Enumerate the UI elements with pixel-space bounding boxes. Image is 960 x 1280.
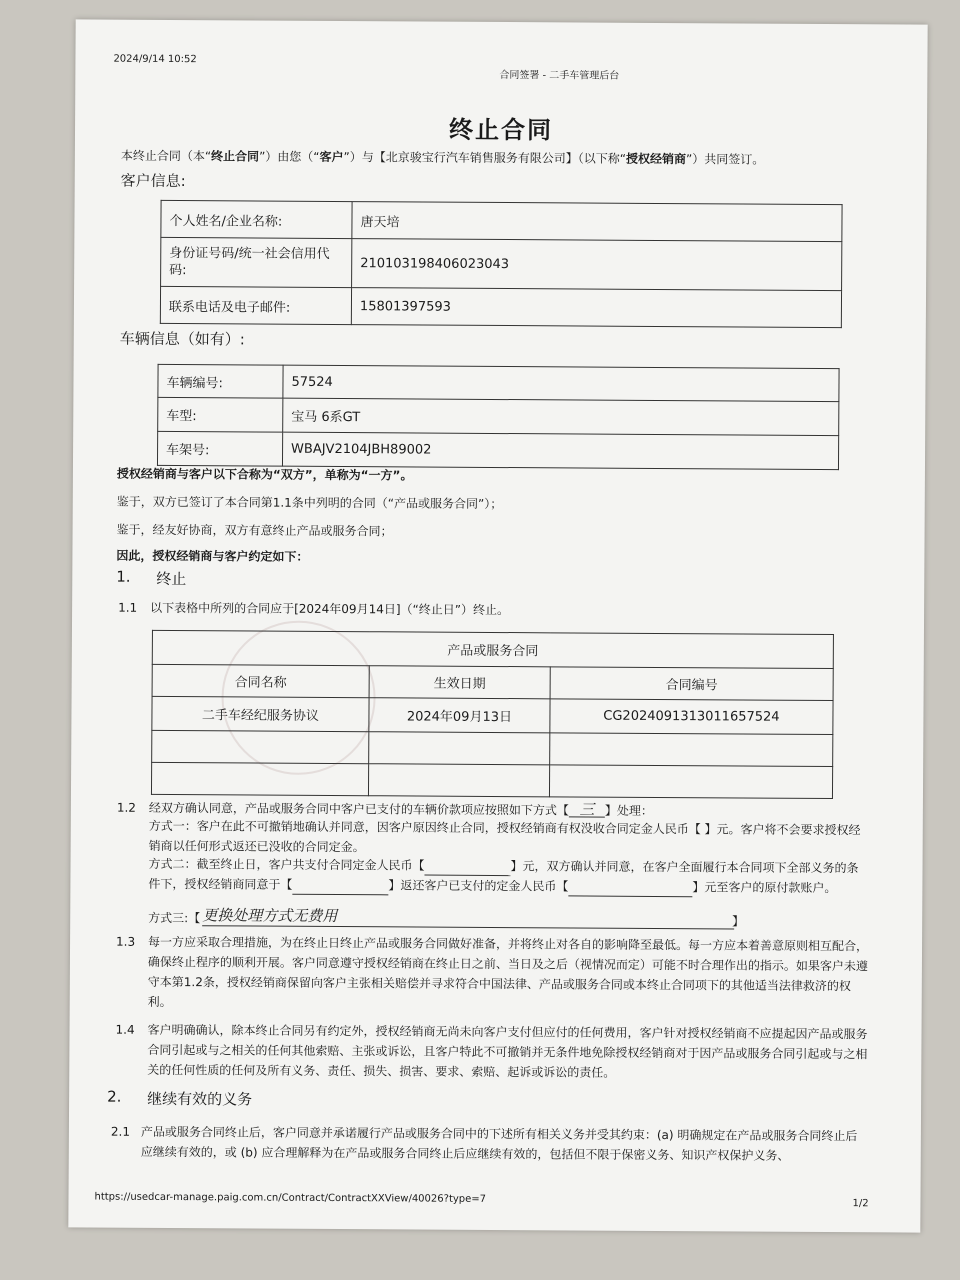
vehicle-value: WBAJV2104JBH89002	[282, 432, 838, 469]
table-row	[151, 762, 832, 798]
table-cell	[549, 765, 832, 799]
vehicle-value: 57524	[283, 365, 839, 401]
recital-whereas-2: 鉴于，经友好协商，双方有意终止产品或服务合同；	[116, 522, 393, 539]
clause-1-2-number: 1.2	[116, 800, 137, 815]
table-caption-row	[152, 630, 833, 668]
table-header-row	[152, 664, 833, 700]
contract-table-caption: 产品或服务合同	[152, 630, 833, 668]
contract-table	[151, 630, 834, 799]
section2-number: 2.	[107, 1087, 122, 1106]
document-title: 终止合同	[448, 115, 554, 145]
footer-url: https://usedcar-manage.paig.com.cn/Contract/ContractXXView/40026?type=7	[94, 1191, 487, 1205]
customer-label: 联系电话及电子邮件:	[160, 286, 351, 324]
clause-2-1-number: 2.1	[110, 1124, 131, 1139]
table-cell	[550, 733, 833, 767]
refund-amount-blank	[568, 895, 692, 897]
customer-heading: 客户信息:	[120, 171, 186, 191]
site-title: 合同签署 - 二手车管理后台	[499, 69, 620, 82]
method-three-label: 方式三:【	[148, 910, 201, 926]
clause-1-1-text: 以下表格中所列的合同应于[2024年09月14日]（“终止日”）终止。	[150, 600, 510, 618]
method-one: 方式一：客户在此不可撤销地确认并同意，因客户原因终止合同，授权经销商有权没收合同定金人民币【 】元。客户将不会要求授权经销商以任何形式返还已没收的合同定金。	[148, 818, 861, 855]
column-header: 合同编号	[550, 667, 833, 701]
method-three-handwriting: 更换处理方式无费用	[202, 904, 734, 929]
method-two: 方式二：截至终止日，客户共支付合同定金人民币【 】元，双方确认并同意，在客户全面履行本合同项下全部义务的条件下，授权经销商同意于【 】返还客户已支付的定金人民币【 】元至客户的原付款账户。	[148, 854, 870, 898]
vehicle-value: 宝马 6系GT	[283, 398, 839, 435]
table-row	[161, 237, 842, 290]
table-row	[160, 286, 841, 327]
customer-value: 唐天培	[352, 202, 842, 242]
clause-1-3-number: 1.3	[116, 934, 136, 949]
table-row	[152, 730, 833, 766]
clause-1-4-number: 1.4	[115, 1022, 135, 1037]
intro-paragraph: 本终止合同（本“终止合同”）由您（“客户”）与【北京骏宝行汽车销售服务有限公司】（以下称“授权经销商”）共同签订。	[120, 148, 765, 167]
recital-parties: 授权经销商与客户以下合称为“双方”，单称为“一方”。	[116, 466, 413, 483]
clause-1-4-text: 客户明确确认，除本终止合同另有约定外，授权经销商无尚未向客户支付但应付的任何费用，客户针对授权经销商不应提起因产品或服务合同引起或与之相关的任何其他索赔、主张或诉讼，且客户特此不可撤销并无条件地免除授权经销商对于因产品或服务合同引起或与之相关的任何性质的任何及所有义务、责任、损失、损害、要求、索赔、起诉或诉讼的责任。	[147, 1022, 868, 1080]
customer-value: 210103198406023043	[352, 239, 842, 291]
table-cell	[152, 730, 369, 763]
section1-number: 1.	[116, 567, 131, 586]
deposit-amount-blank	[424, 875, 510, 877]
document-page	[68, 19, 927, 1232]
refund-date-blank	[292, 894, 388, 896]
table-cell	[151, 762, 368, 795]
table-cell: 二手车经纪服务协议	[152, 696, 369, 731]
clause-2-1-text: 产品或服务合同终止后，客户同意并承诺履行产品或服务合同中的下述所有相关义务并受其约束：(a) 明确规定在产品或服务合同终止后应继续有效的，或 (b) 应合理解释为在产品或服务合同终止后应继续有效的，包括但不限于保密义务、知识产权保护义务、	[140, 1124, 858, 1163]
table-cell: CG2024091313011657524	[550, 699, 833, 735]
recital-therefore: 因此，授权经销商与客户约定如下：	[116, 548, 309, 564]
vehicle-label: 车辆编号:	[158, 364, 283, 398]
clause-1-1-number: 1.1	[118, 600, 138, 615]
table-row	[161, 200, 842, 241]
customer-value: 15801397593	[351, 288, 841, 328]
customer-label: 个人姓名/企业名称:	[161, 200, 352, 238]
method-three-end: 】	[732, 914, 745, 929]
section2-title: 继续有效的义务	[147, 1089, 253, 1109]
table-row	[158, 364, 839, 401]
page-number: 1/2	[852, 1198, 869, 1210]
table-cell	[369, 732, 550, 765]
vehicle-label: 车型:	[158, 397, 283, 432]
table-cell: 2024年09月13日	[369, 698, 550, 733]
clause-1-2-lead: 经双方确认同意，产品或服务合同中客户已支付的车辆价款项应按照如下方式【 三 】处理：	[148, 800, 653, 819]
table-cell	[368, 764, 549, 797]
method-choice: 三	[569, 802, 605, 817]
vehicle-heading: 车辆信息（如有）:	[119, 329, 245, 349]
table-row	[158, 397, 839, 435]
vehicle-table	[157, 364, 840, 470]
vehicle-label: 车架号:	[157, 431, 282, 466]
customer-label: 身份证号码/统一社会信用代码:	[161, 237, 352, 287]
column-header: 合同名称	[152, 664, 369, 697]
clause-1-3-text: 每一方应采取合理措施，为在终止日终止产品或服务合同做好准备，并将终止对各自的影响降至最低。每一方应本着善意原则相互配合，确保终止程序的顺利开展。客户同意遵守授权经销商在终止日之前、当日及之后（视情况而定）可能不时合理作出的指示。如果客户未遵守本第1.2条，授权经销商保留向客户主张相关赔偿并寻求符合中国法律、产品或服务合同或本终止合同项下的其他适当法律救济的权利。	[147, 934, 869, 1010]
column-header: 生效日期	[369, 666, 550, 699]
table-row	[152, 696, 833, 734]
print-datetime: 2024/9/14 10:52	[113, 53, 197, 66]
customer-table	[160, 200, 843, 328]
section1-title: 终止	[156, 569, 187, 589]
recital-whereas-1: 鉴于，双方已签订了本合同第1.1条中列明的合同（“产品或服务合同”）；	[116, 494, 503, 512]
